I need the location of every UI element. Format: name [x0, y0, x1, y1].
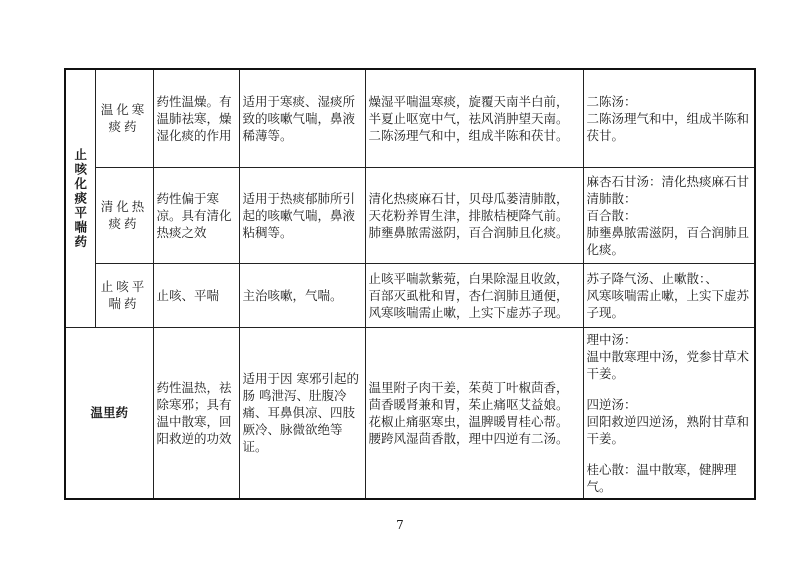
- subcategory-clear-hot-phlegm: 清化热痰药: [95, 167, 153, 263]
- property-cell: 药性偏于寒凉。具有清化热痰之效: [153, 167, 239, 263]
- formula-cell: [583, 327, 755, 499]
- formula-name: 四逆汤：: [586, 396, 637, 412]
- formula-line: 百合散：: [586, 207, 637, 223]
- herb-classification-table: [64, 68, 756, 500]
- property-cell: 止咳、平喘: [153, 263, 239, 327]
- formula-line: 风寒咳喘需止嗽，上实下虚苏子现。: [586, 287, 750, 320]
- usage-cell: 主治咳嗽，气喘。: [239, 263, 365, 327]
- formula-line: 肺壅鼻脓需滋阴，百合润肺且化痰。: [586, 224, 750, 257]
- subcategory-antitussive: 止咳平喘药: [95, 263, 153, 327]
- formula-cell: [583, 167, 755, 263]
- verse-cell: 温里附子肉干姜，茱萸丁叶椒茴香， 茴香暖肾兼和胃，茱止痛呕艾益娘。 花椒止痛驱寒虫，温脾暖胃桂心帮。 腰跨风湿茴香散，理中四逆有二汤。: [365, 327, 583, 499]
- formula-line: 二陈汤理气和中，组成半陈和茯甘。: [586, 110, 750, 143]
- formula-line: 二陈汤：: [586, 93, 637, 109]
- formula-line: 苏子降气汤、止嗽散：、: [586, 270, 718, 286]
- subcategory-warm-cold-phlegm: 温化寒痰药: [95, 69, 153, 167]
- property-cell: 药性温热，祛除寒邪；具有温中散寒，回阳救逆的功效: [153, 327, 239, 499]
- verse-cell: 燥湿平喘温寒痰，旋覆天南半白前， 半夏止呕宽中气，祛风消肿望天南。 二陈汤理气和中，组成半陈和茯甘。: [365, 69, 583, 167]
- formula-desc: 回阳救逆四逆汤，熟附甘草和干姜。: [586, 413, 750, 446]
- page-number: 7: [396, 518, 404, 532]
- formula-line: 麻杏石甘汤：清化热痰麻石甘: [586, 173, 750, 189]
- formula-cell: [583, 263, 755, 327]
- formula-desc: 温中散寒理中汤，党参甘草术干姜。: [586, 348, 750, 381]
- category-interior-warming: 温里药: [65, 327, 153, 499]
- table-row: [65, 263, 755, 327]
- table-row: [65, 327, 755, 499]
- formula-name: 理中汤：: [586, 331, 637, 347]
- table-row: [65, 167, 755, 263]
- formula-desc: 桂心散：温中散寒，健脾理气。: [586, 461, 737, 494]
- property-cell: 药性温燥。有温肺祛寒，燥湿化痰的作用: [153, 69, 239, 167]
- usage-cell: 适用于寒痰、湿痰所致的咳嗽气喘，鼻液稀薄等。: [239, 69, 365, 167]
- verse-cell: 止咳平喘款紫菀，白果除湿且收敛， 百部灭虱枇和胃，杏仁润肺且通便， 风寒咳喘需止嗽，上实下虚苏子现。: [365, 263, 583, 327]
- table-row: [65, 69, 755, 167]
- verse-cell: 清化热痰麻石甘，贝母瓜蒌清肺散， 天花粉养胃生津，排脓桔梗降气前。 肺壅鼻脓需滋阴，百合润肺且化痰。: [365, 167, 583, 263]
- formula-line: 清肺散：: [586, 190, 637, 206]
- usage-cell: 适用于热痰郁肺所引起的咳嗽气喘，鼻液粘稠等。: [239, 167, 365, 263]
- usage-cell: 适用于因 寒邪引起的肠 鸣泄泻、肚腹冷痛、耳鼻俱凉、四肢厥冷、脉微欲绝等证。: [239, 327, 365, 499]
- formula-cell: [583, 69, 755, 167]
- category-cough-phlegm: 止咳化痰平喘药: [65, 69, 95, 327]
